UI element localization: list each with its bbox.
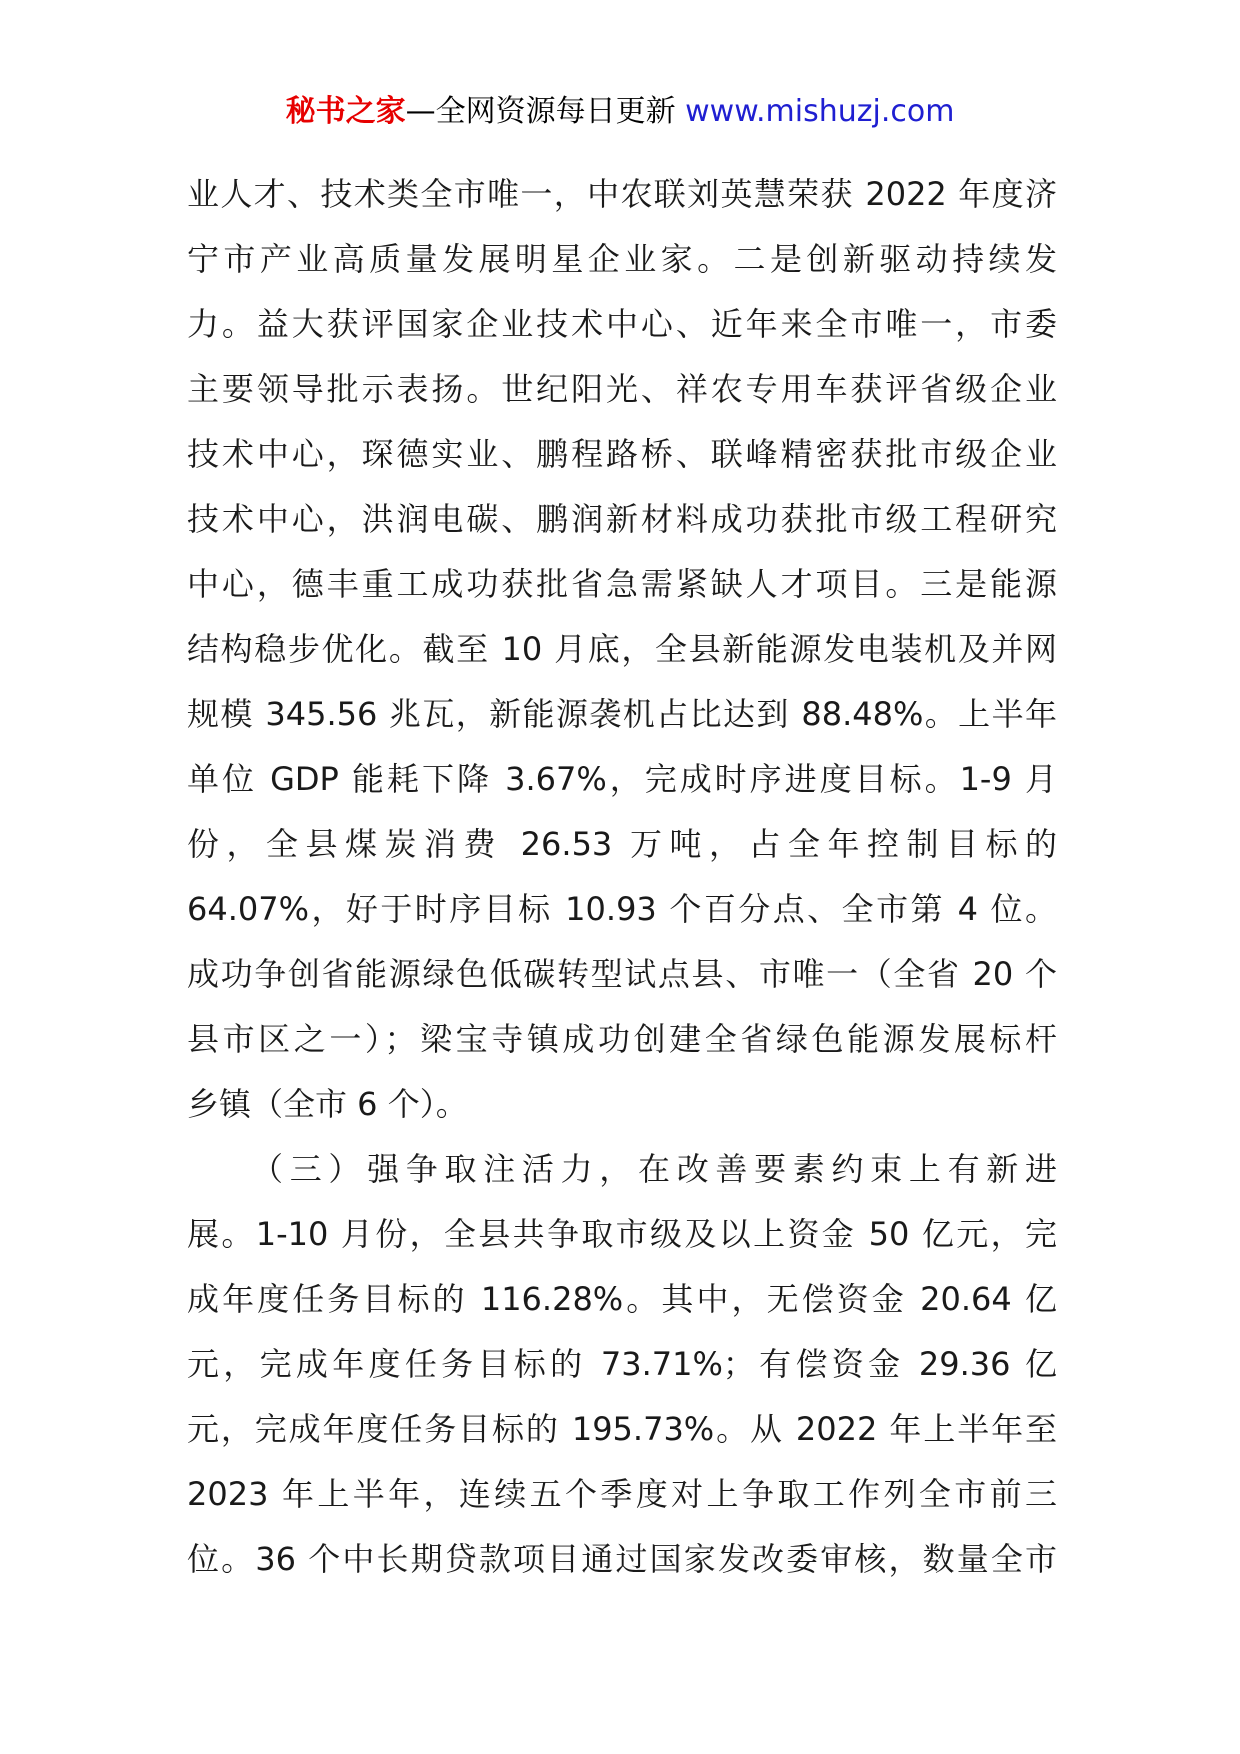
page-header [0,92,1240,132]
text-line: 结构稳步优化。截至 10 月底，全县新能源发电装机及并网 [187,630,1057,668]
text-line: 县市区之一）；梁宝寺镇成功创建全省绿色能源发展标杆 [187,1020,1057,1058]
text-line: 单位 GDP 能耗下降 3.67%，完成时序进度目标。1-9 月 [187,760,1057,798]
text-line: 技术中心，琛德实业、鹏程路桥、联峰精密获批市级企业 [187,435,1057,473]
text-line: 力。益大获评国家企业技术中心、近年来全市唯一，市委 [187,305,1057,343]
text-line: 规模 345.56 兆瓦，新能源袭机占比达到 88.48%。上半年 [187,695,1057,733]
document-body [187,162,1057,1592]
text-line: 成功争创省能源绿色低碳转型试点县、市唯一（全省 20 个 [187,955,1057,993]
text-line: 份，全县煤炭消费 26.53 万吨，占全年控制目标的 [187,825,1057,863]
text-line: 宁市产业高质量发展明星企业家。二是创新驱动持续发 [187,240,1057,278]
text-line: 成年度任务目标的 116.28%。其中，无偿资金 20.64 亿 [187,1280,1057,1318]
header-tagline: —全网资源每日更新 [405,94,686,129]
section-heading-line: （三）强争取注活力，在改善要素约束上有新进 [251,1150,1057,1188]
text-line: 中心，德丰重工成功获批省急需紧缺人才项目。三是能源 [187,565,1057,603]
site-url-link[interactable]: www.mishuzj.com [685,94,955,129]
text-line: 64.07%，好于时序目标 10.93 个百分点、全市第 4 位。 [187,890,1057,928]
text-line: 技术中心，洪润电碳、鹏润新材料成功获批市级工程研究 [187,500,1057,538]
text-line: 业人才、技术类全市唯一，中农联刘英慧荣获 2022 年度济 [187,175,1057,213]
text-line: 元，完成年度任务目标的 73.71%；有偿资金 29.36 亿 [187,1345,1057,1383]
paragraph-end-line: 乡镇（全市 6 个）。 [187,1085,468,1123]
brand-name: 秘书之家 [285,94,406,129]
text-line: 元，完成年度任务目标的 195.73%。从 2022 年上半年至 [187,1410,1057,1448]
text-line: 展。1-10 月份，全县共争取市级及以上资金 50 亿元，完 [187,1215,1057,1253]
text-line: 主要领导批示表扬。世纪阳光、祥农专用车获评省级企业 [187,370,1057,408]
text-line: 位。36 个中长期贷款项目通过国家发改委审核，数量全市 [187,1540,1057,1578]
text-line: 2023 年上半年，连续五个季度对上争取工作列全市前三 [187,1475,1057,1513]
